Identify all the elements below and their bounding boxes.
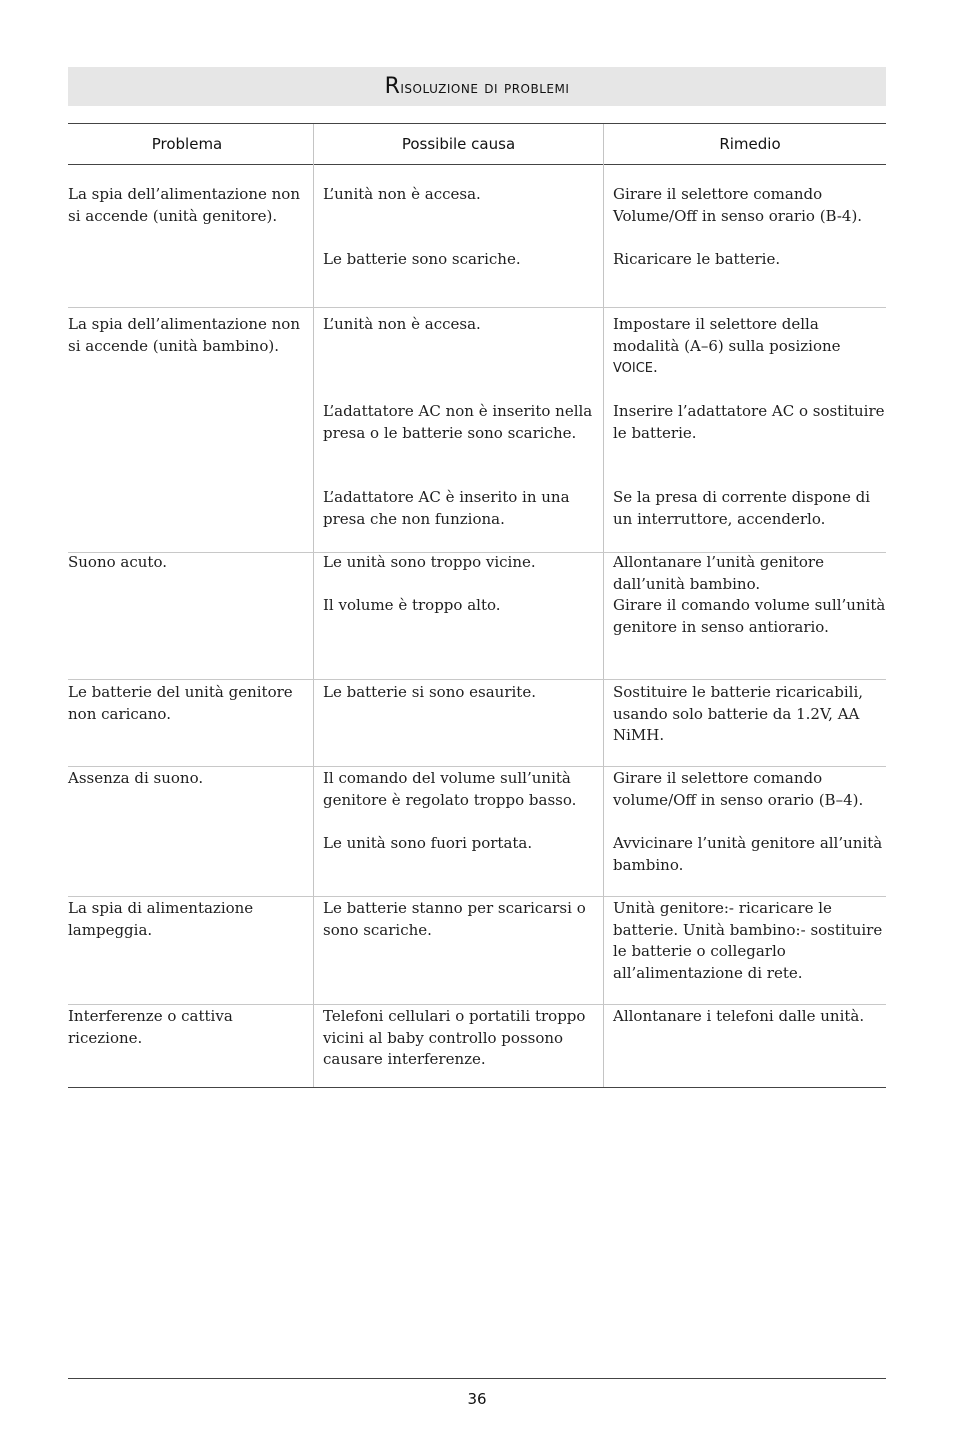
row4-cause-1: Le batterie si sono esaurite. xyxy=(323,683,536,701)
page-title-initial: R xyxy=(384,74,401,99)
row3-problem: Suono acuto. xyxy=(68,553,167,571)
page-title-rest: isoluzione di problemi xyxy=(400,78,570,98)
row1-cause-2: Le batterie sono scariche. xyxy=(323,250,521,268)
row5-remedy-2: Avvicinare l’unità genitore all’unità bambino. xyxy=(613,834,883,874)
footer-rule xyxy=(68,1378,886,1379)
section-title-bar xyxy=(68,67,886,106)
row6-problem: La spia di alimentazione lampeggia. xyxy=(68,899,254,939)
row2-problem: La spia dell’alimentazione non si accende (unità bambino). xyxy=(68,315,300,355)
row2-remedy-1-text: Impostare il selettore della modalità (A–6) sulla posizione xyxy=(613,315,841,355)
row7-cause-1: Telefoni cellulari o portatili troppo vicini al baby controllo possono causare interferenze. xyxy=(323,1007,586,1069)
row6-remedy-1: Unità genitore:- ricaricare le batterie. Unità bambino:- sostituire le batterie o collegarlo all’alimentazione di rete. xyxy=(613,899,883,983)
row-separator xyxy=(68,307,886,308)
row5-cause-1: Il comando del volume sull’unità genitore è regolato troppo basso. xyxy=(323,769,577,809)
header-remedy: Rimedio xyxy=(719,135,781,153)
row2-remedy-1 xyxy=(613,314,886,380)
page-title xyxy=(385,74,570,99)
row-separator xyxy=(68,1004,886,1005)
column-divider-2 xyxy=(603,124,604,1087)
row5-cause-2: Le unità sono fuori portata. xyxy=(323,834,533,852)
row2-cause-2: L’adattatore AC non è inserito nella presa o le batterie sono scariche. xyxy=(323,402,593,442)
row2-remedy-1-mode: VOICE xyxy=(613,361,654,377)
row3-remedy-1: Allontanare l’unità genitore dall’unità bambino. xyxy=(613,553,824,593)
row2-cause-1: L’unità non è accesa. xyxy=(323,315,481,333)
row4-remedy-1: Sostituire le batterie ricaricabili, usando solo batterie da 1.2V, AA NiMH. xyxy=(613,683,864,745)
row7-remedy-1: Allontanare i telefoni dalle unità. xyxy=(613,1007,865,1025)
row1-cause-1: L’unità non è accesa. xyxy=(323,185,481,203)
row1-remedy-2: Ricaricare le batterie. xyxy=(613,250,781,268)
column-divider-1 xyxy=(313,124,314,1087)
row5-problem: Assenza di suono. xyxy=(68,769,204,787)
row4-problem: Le batterie del unità genitore non caricano. xyxy=(68,683,293,723)
row-separator xyxy=(68,766,886,767)
table-bottom-rule xyxy=(68,1087,886,1088)
row3-cause-2: Il volume è troppo alto. xyxy=(323,596,501,614)
row1-remedy-1: Girare il selettore comando Volume/Off in senso orario (B-4). xyxy=(613,185,863,225)
row3-remedy-2: Girare il comando volume sull’unità genitore in senso antiorario. xyxy=(613,596,886,636)
table-header-rule xyxy=(68,164,886,165)
row-separator xyxy=(68,896,886,897)
row5-remedy-1: Girare il selettore comando volume/Off in senso orario (B–4). xyxy=(613,769,864,809)
header-cause: Possibile causa xyxy=(401,135,516,153)
page-number: 36 xyxy=(467,1390,487,1408)
row2-remedy-1-period: . xyxy=(653,358,658,377)
row3-cause-1: Le unità sono troppo vicine. xyxy=(323,553,536,571)
row1-problem: La spia dell’alimentazione non si accende (unità genitore). xyxy=(68,185,300,225)
row2-remedy-2: Inserire l’adattatore AC o sostituire le batterie. xyxy=(613,402,885,442)
row2-cause-3: L’adattatore AC è inserito in una presa che non funziona. xyxy=(323,488,570,528)
row2-remedy-3: Se la presa di corrente dispone di un interruttore, accenderlo. xyxy=(613,488,871,528)
header-problem: Problema xyxy=(151,135,223,153)
row6-cause-1: Le batterie stanno per scaricarsi o sono scariche. xyxy=(323,899,586,939)
row7-problem: Interferenze o cattiva ricezione. xyxy=(68,1007,233,1047)
row-separator xyxy=(68,679,886,680)
